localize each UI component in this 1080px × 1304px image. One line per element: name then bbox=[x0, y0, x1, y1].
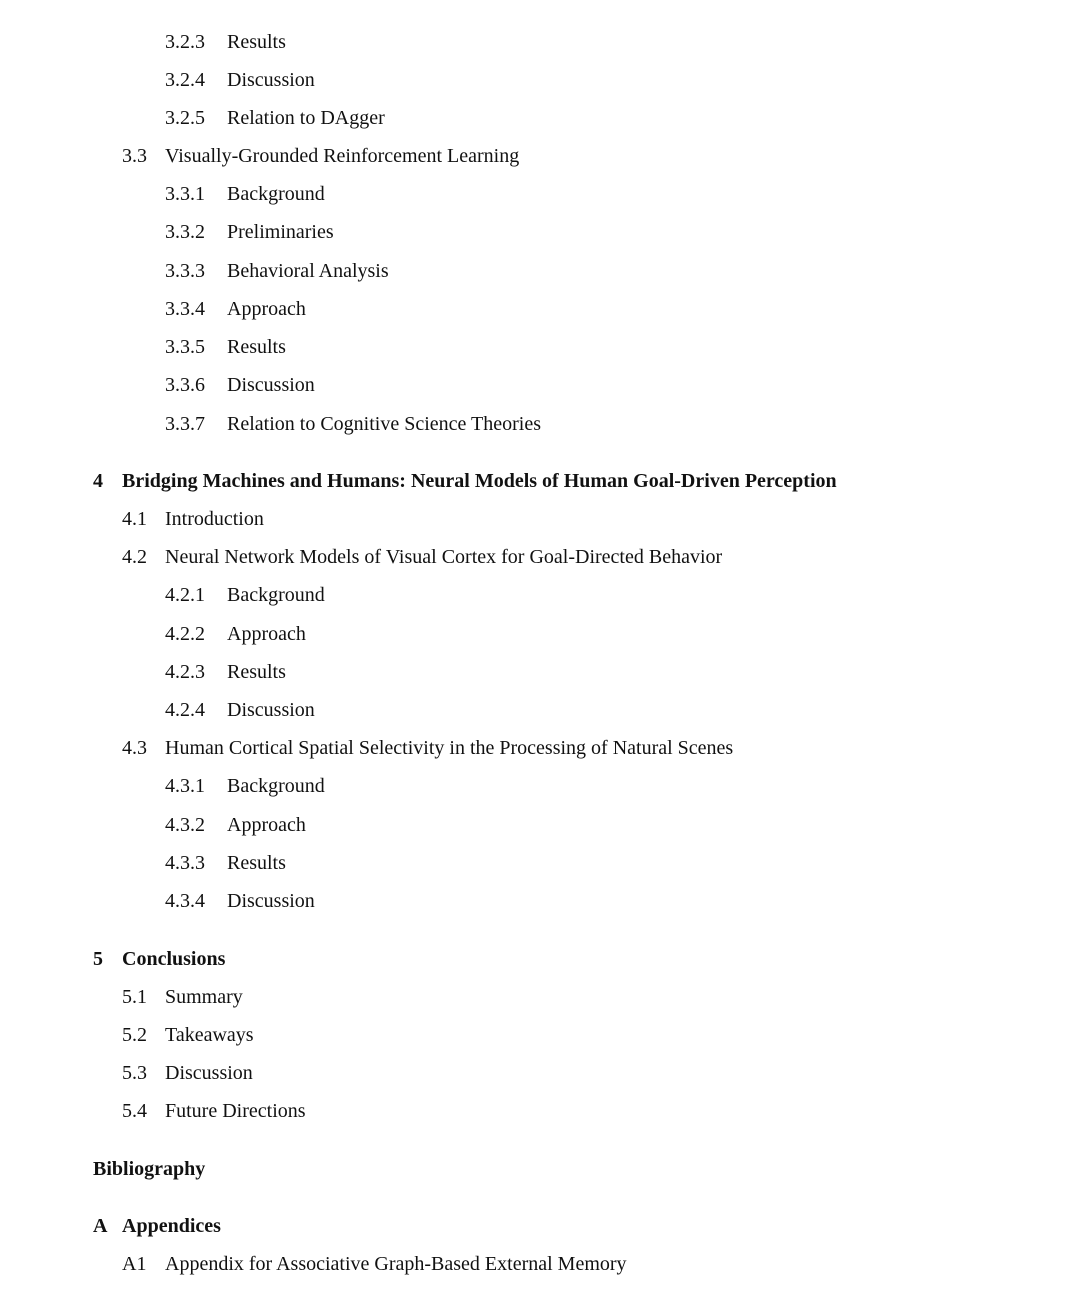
toc-entry-number: 4.2 bbox=[122, 546, 147, 568]
toc-entry-number: 4.2.2 bbox=[165, 623, 205, 645]
toc-entry-title: Takeaways bbox=[165, 1020, 262, 1050]
toc-entry-title: Future Directions bbox=[165, 1096, 314, 1126]
toc-entry-number: A1 bbox=[122, 1253, 147, 1275]
toc-entry-number: 3.2.4 bbox=[165, 69, 205, 91]
toc-entry-title: Visually-Grounded Reinforcement Learning bbox=[165, 141, 527, 171]
toc-entry-title: Human Cortical Spatial Selectivity in the Processing of Natural Scenes bbox=[165, 733, 741, 763]
toc-entry-title: Introduction bbox=[165, 504, 272, 534]
toc-entry-number: 4.3.4 bbox=[165, 890, 205, 912]
toc-entry-number: 3.3.4 bbox=[165, 298, 205, 320]
toc-entry-title: Results bbox=[227, 848, 294, 878]
toc-entry-number: 4 bbox=[93, 470, 103, 492]
toc-entry-number: 4.3.1 bbox=[165, 775, 205, 797]
toc-entry-title: Relation to Cognitive Science Theories bbox=[227, 409, 549, 439]
toc-entry-title: Approach bbox=[227, 810, 314, 840]
toc-entry-title: Appendix for Associative Graph-Based External Memory bbox=[165, 1249, 635, 1279]
toc-entry-number: 5.3 bbox=[122, 1062, 147, 1084]
toc-entry-number: 4.3.2 bbox=[165, 814, 205, 836]
toc-entry-title: Appendices bbox=[122, 1211, 229, 1241]
toc-entry-title: Bridging Machines and Humans: Neural Models of Human Goal-Driven Perception bbox=[122, 466, 845, 496]
toc-entry-number: 4.2.1 bbox=[165, 584, 205, 606]
toc-entry-number: 3.3 bbox=[122, 145, 147, 167]
toc-entry-title: Results bbox=[227, 657, 294, 687]
toc-entry-number: 4.3 bbox=[122, 737, 147, 759]
toc-entry-title: Neural Network Models of Visual Cortex for Goal-Directed Behavior bbox=[165, 542, 730, 572]
toc-entry-title: Background bbox=[227, 179, 333, 209]
toc-entry-number: 4.1 bbox=[122, 508, 147, 530]
toc-entry-title: Summary bbox=[165, 982, 251, 1012]
toc-entry-title: Discussion bbox=[227, 370, 323, 400]
toc-entry-number: 3.3.2 bbox=[165, 221, 205, 243]
toc-entry-number: 5.1 bbox=[122, 986, 147, 1008]
toc-entry-number: 5 bbox=[93, 948, 103, 970]
toc-entry-number: 5.4 bbox=[122, 1100, 147, 1122]
toc-entry-number: 3.2.5 bbox=[165, 107, 205, 129]
toc-entry-number: A bbox=[93, 1215, 108, 1237]
toc-entry-title: Conclusions bbox=[122, 944, 233, 974]
toc-entry-number: 3.3.5 bbox=[165, 336, 205, 358]
toc-entry-title: Background bbox=[227, 580, 333, 610]
toc-entry-number: 4.2.4 bbox=[165, 699, 205, 721]
toc-entry-title: Behavioral Analysis bbox=[227, 256, 397, 286]
toc-entry-title: Approach bbox=[227, 619, 314, 649]
toc-entry-title: Approach bbox=[227, 294, 314, 324]
toc-entry-number: 3.3.1 bbox=[165, 183, 205, 205]
toc-entry-title: Discussion bbox=[227, 886, 323, 916]
toc-entry-number: 3.3.7 bbox=[165, 413, 205, 435]
toc-entry-number: 3.3.3 bbox=[165, 260, 205, 282]
toc-entry-number: 3.3.6 bbox=[165, 374, 205, 396]
toc-entry-number: 5.2 bbox=[122, 1024, 147, 1046]
toc-entry-title: Discussion bbox=[227, 695, 323, 725]
toc-entry-title: Relation to DAgger bbox=[227, 103, 393, 133]
toc-entry-title: Discussion bbox=[227, 65, 323, 95]
toc-entry-title: Background bbox=[227, 771, 333, 801]
toc-entry-title: Preliminaries bbox=[227, 217, 342, 247]
toc-entry-title: Bibliography bbox=[93, 1154, 213, 1184]
toc-entry-title: Results bbox=[227, 27, 294, 57]
toc-entry-number: 4.2.3 bbox=[165, 661, 205, 683]
toc-entry-title: Results bbox=[227, 332, 294, 362]
toc-entry-title: Discussion bbox=[165, 1058, 261, 1088]
toc-entry-number: 3.2.3 bbox=[165, 31, 205, 53]
toc-entry-number: 4.3.3 bbox=[165, 852, 205, 874]
